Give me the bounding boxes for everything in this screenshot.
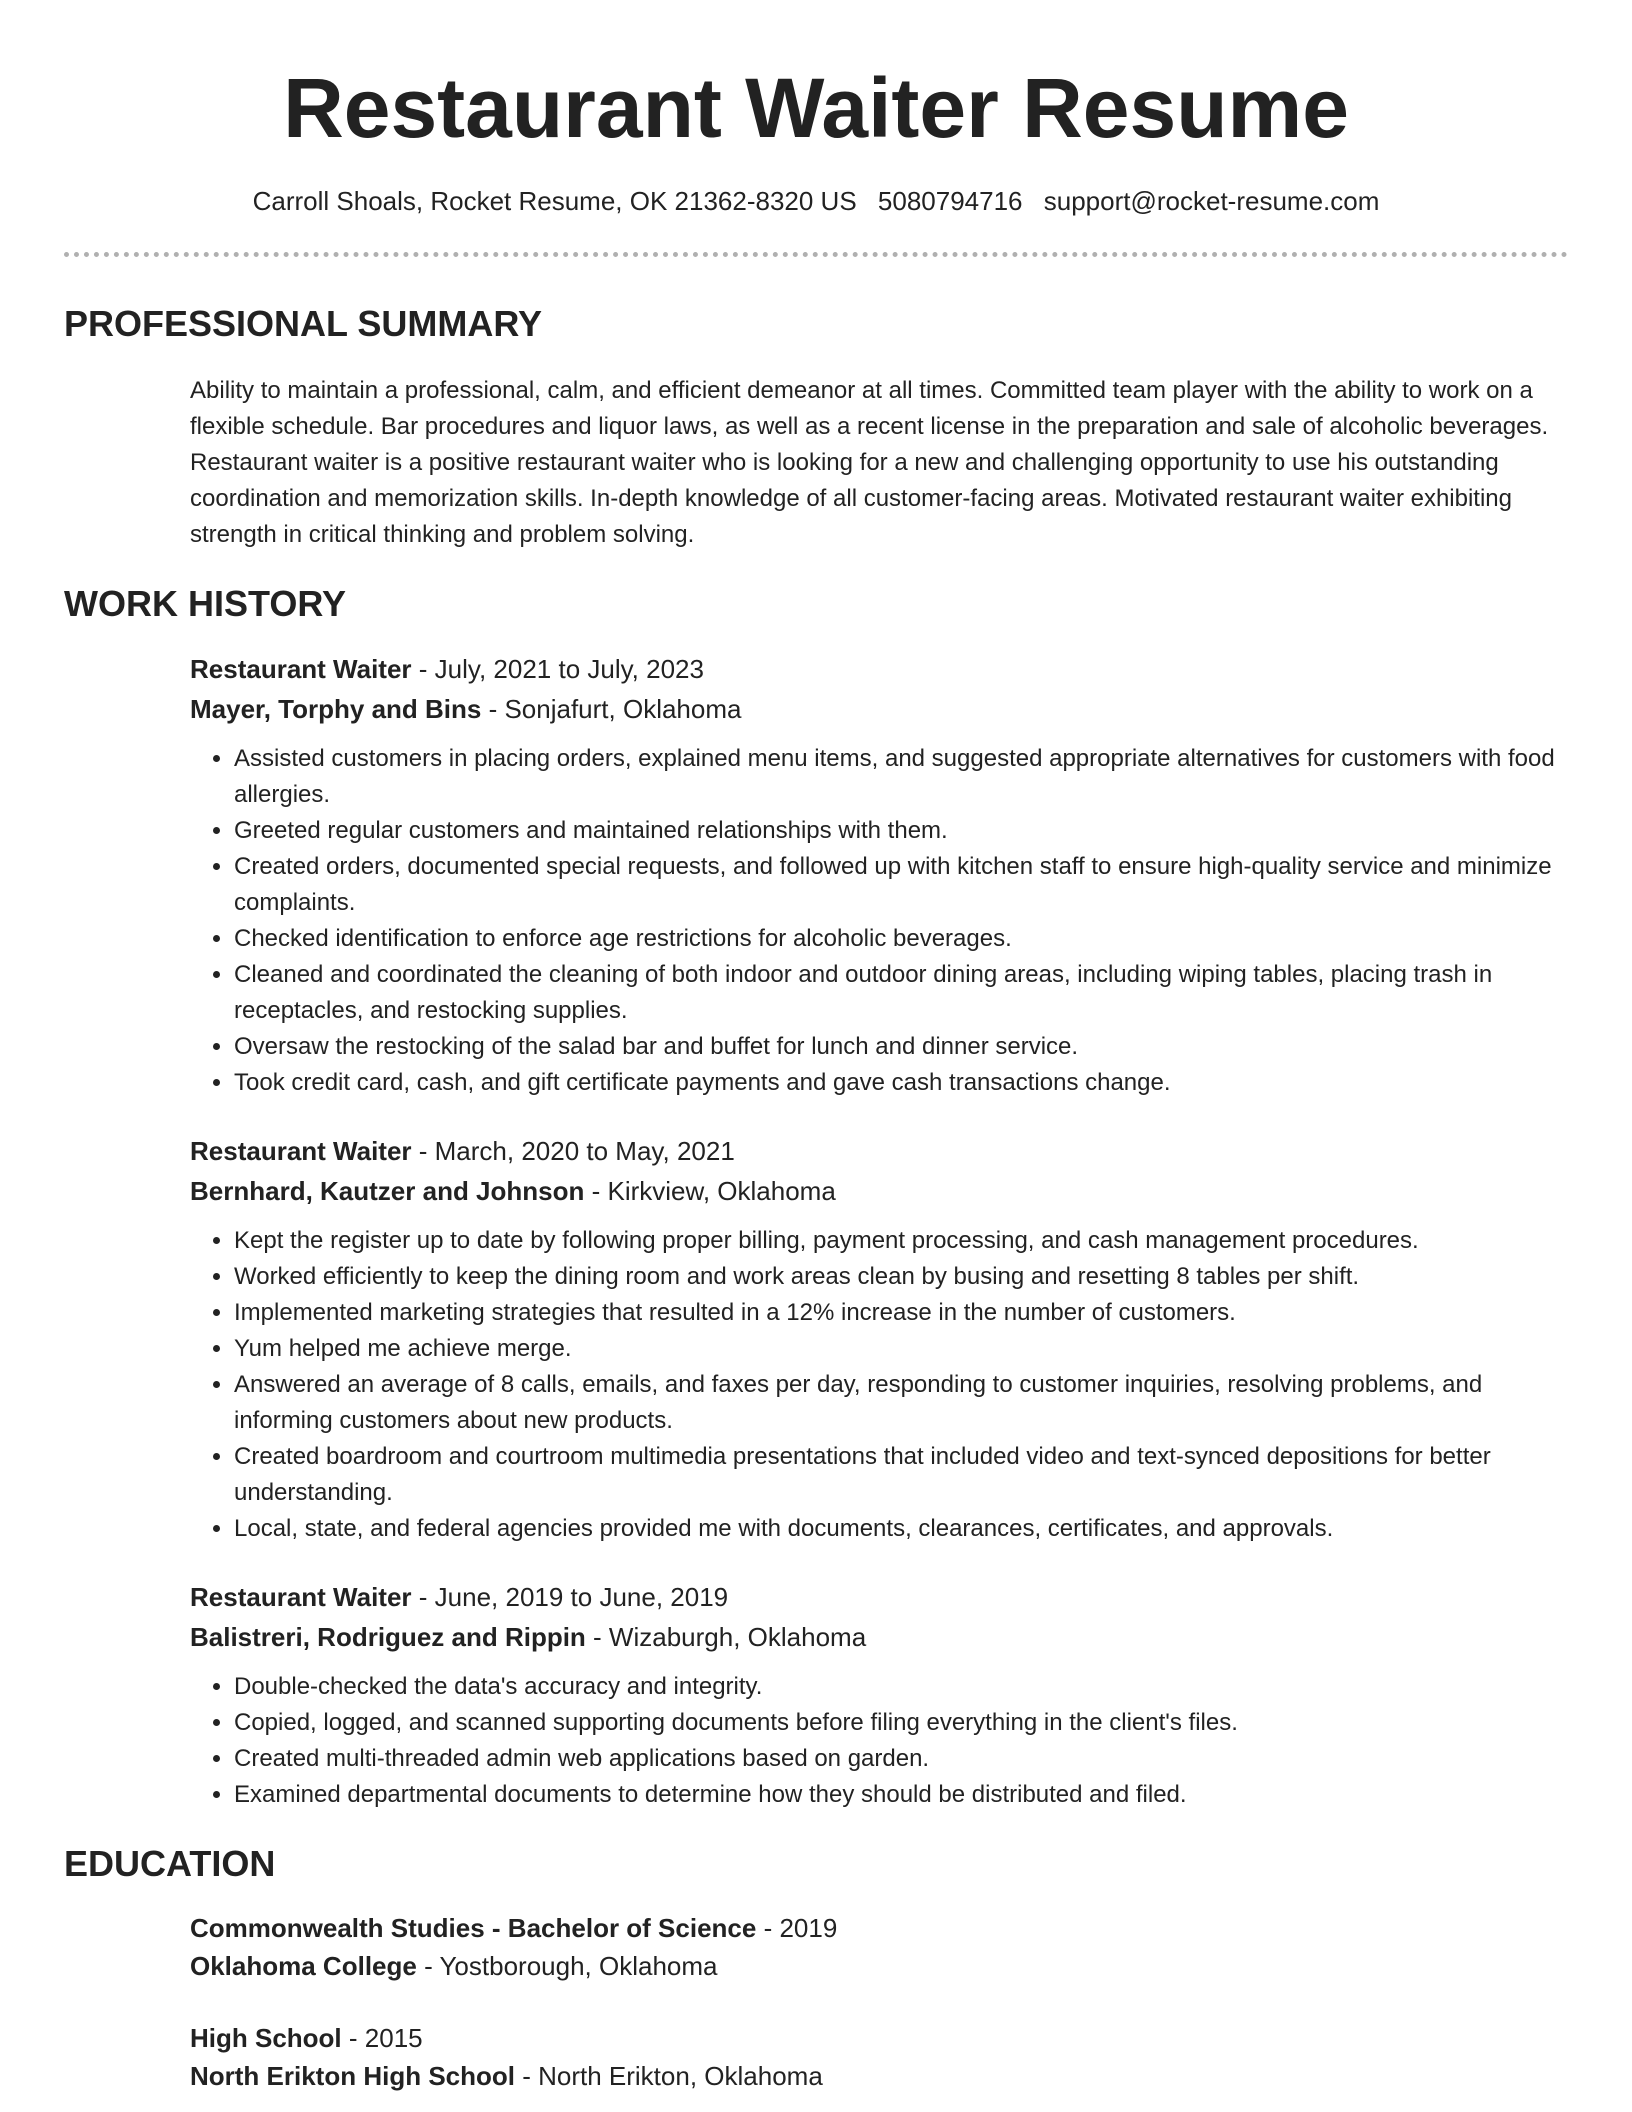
job-bullet: • Cleaned and coordinated the cleaning of both indoor and outdoor dining areas, including wiping tables, placing trash in receptacles, and restocking supplies. [234,957,1568,1029]
job-bullet: • Local, state, and federal agencies provided me with documents, clearances, certificates, and approvals. [234,1511,1568,1547]
job-location: - Sonjafurt, Oklahoma [481,694,742,724]
job-bullet: • Checked identification to enforce age restrictions for alcoholic beverages. [234,921,1568,957]
job-bullet: • Examined departmental documents to determine how they should be distributed and filed. [234,1777,1568,1813]
job-entry [190,649,1568,1101]
job-title: Restaurant Waiter [190,654,412,684]
job-bullet: • Created multi-threaded admin web applications based on garden. [234,1741,1568,1777]
summary-section [64,303,1568,553]
job-bullet: • Answered an average of 8 calls, emails, and faxes per day, responding to customer inquiries, resolving problems, and informing customers about new products. [234,1367,1568,1439]
job-bullet: • Copied, logged, and scanned supporting documents before filing everything in the client's files. [234,1705,1568,1741]
job-bullet: • Kept the register up to date by following proper billing, payment processing, and cash management procedures. [234,1223,1568,1259]
education-school-line [190,2057,1568,2095]
resume-page [64,0,1568,2095]
summary-heading: PROFESSIONAL SUMMARY [64,303,543,344]
job-location: - Kirkview, Oklahoma [584,1176,836,1206]
job-company-line [190,1617,1568,1657]
job-bullet: • Took credit card, cash, and gift certificate payments and gave cash transactions change. [234,1065,1568,1101]
contact-email: support@rocket-resume.com [1043,186,1380,216]
contact-address: Carroll Shoals, Rocket Resume, OK 21362-8320 US [252,186,857,216]
job-bullet: • Assisted customers in placing orders, explained menu items, and suggested appropriate alternatives for customers with food allergies. [234,741,1568,813]
job-company: Bernhard, Kautzer and Johnson [190,1176,585,1206]
job-entry [190,1577,1568,1813]
contact-phone: 5080794716 [877,186,1023,216]
job-location: - Wizaburgh, Oklahoma [585,1622,867,1652]
job-company-line [190,1171,1568,1211]
job-company-line [190,689,1568,729]
job-bullets [190,1669,1568,1813]
work-history-section [64,583,1568,1813]
education-degree: Commonwealth Studies - Bachelor of Science [190,1913,757,1943]
contact-line [64,184,1568,218]
job-bullet: • Greeted regular customers and maintained relationships with them. [234,813,1568,849]
job-title: Restaurant Waiter [190,1582,412,1612]
education-section [64,1843,1568,2095]
job-bullet: • Oversaw the restocking of the salad bar and buffet for lunch and dinner service. [234,1029,1568,1065]
job-dates: - July, 2021 to July, 2023 [411,654,704,684]
job-bullet: • Implemented marketing strategies that resulted in a 12% increase in the number of customers. [234,1295,1568,1331]
summary-text: Ability to maintain a professional, calm, and efficient demeanor at all times. Committed team player with the ability to work on a flexible schedule. Bar procedures and liquor laws, as well as a recent license in the preparation and sale of alcoholic beverages. Restaurant waiter is a positive restaurant waiter who is looking for a new and challenging opportunity to use his outstanding coordination and memorization skills. In-depth knowledge of all customer-facing areas. Motivated restaurant waiter exhibiting strength in critical thinking and problem solving. [190,377,1549,548]
education-entry [190,2019,1568,2095]
education-degree-line [190,1909,1568,1947]
job-title-line [190,649,1568,689]
education-entry [190,1909,1568,1985]
resume-title: Restaurant Waiter Resume [283,61,1349,155]
job-bullet: • Created orders, documented special requests, and followed up with kitchen staff to ensure high-quality service and minimize complaints. [234,849,1568,921]
job-entry [190,1131,1568,1547]
job-company: Balistreri, Rodriguez and Rippin [190,1622,586,1652]
job-title: Restaurant Waiter [190,1136,412,1166]
work-history-heading: WORK HISTORY [64,583,347,624]
job-bullet: • Created boardroom and courtroom multimedia presentations that included video and text-synced depositions for better understanding. [234,1439,1568,1511]
job-bullets [190,1223,1568,1547]
job-dates: - June, 2019 to June, 2019 [411,1582,729,1612]
job-title-line [190,1131,1568,1171]
education-school: Oklahoma College [190,1951,417,1981]
education-location: - North Erikton, Oklahoma [515,2061,823,2091]
education-year: - 2019 [756,1913,838,1943]
education-location: - Yostborough, Oklahoma [416,1951,718,1981]
education-degree-line [190,2019,1568,2057]
education-school-line [190,1947,1568,1985]
education-school: North Erikton High School [190,2061,515,2091]
education-degree: High School [190,2023,342,2053]
job-company: Mayer, Torphy and Bins [190,694,482,724]
header-divider [64,252,1568,257]
job-bullet: • Worked efficiently to keep the dining room and work areas clean by busing and resetting 8 tables per shift. [234,1259,1568,1295]
education-heading: EDUCATION [64,1843,276,1884]
job-bullet: • Double-checked the data's accuracy and integrity. [234,1669,1568,1705]
education-year: - 2015 [341,2023,423,2053]
job-dates: - March, 2020 to May, 2021 [411,1136,735,1166]
job-title-line [190,1577,1568,1617]
job-bullet: • Yum helped me achieve merge. [234,1331,1568,1367]
job-bullets [190,741,1568,1101]
